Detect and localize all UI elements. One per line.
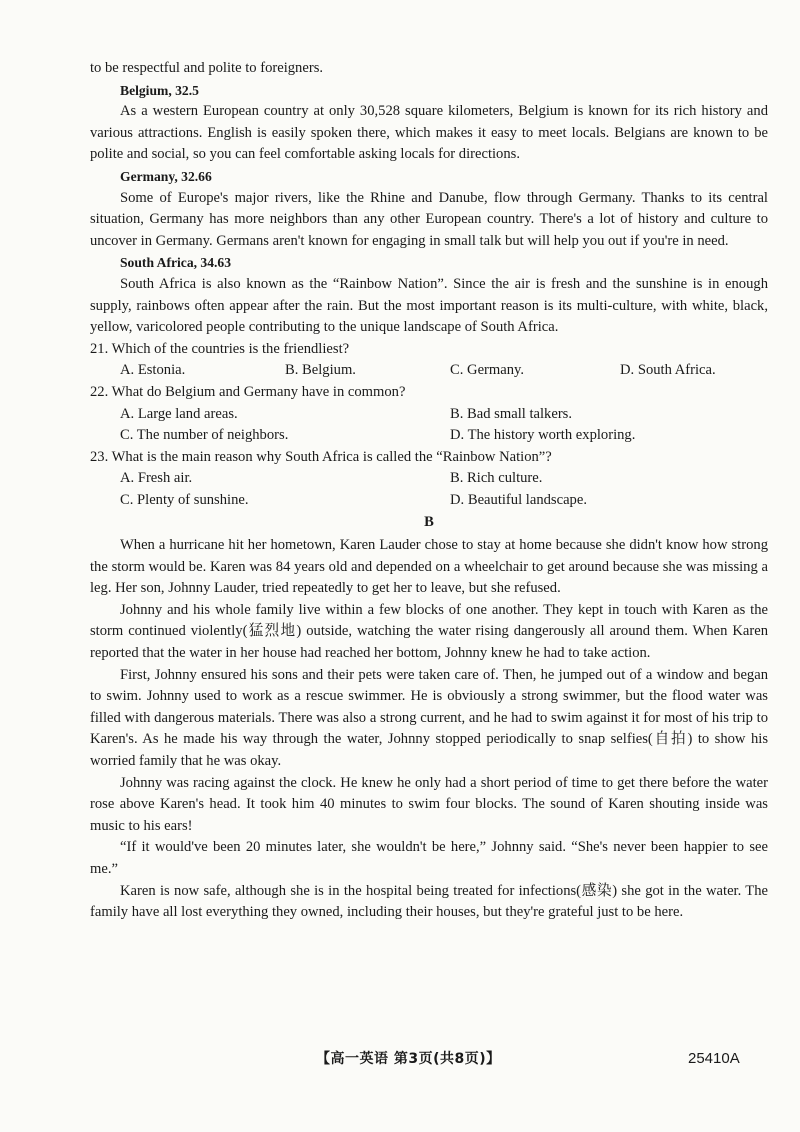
question-22-stem: 22. What do Belgium and Germany have in common? bbox=[90, 383, 406, 400]
option-23-c: C. Plenty of sunshine. bbox=[120, 491, 249, 508]
option-23-a: A. Fresh air. bbox=[120, 470, 193, 487]
belgium-paragraph: As a western European country at only 30,528 square kilometers, Belgium is known for its rich history and various attractions. English is easily spoken there, which makes it easy to meet locals. Belgians are known to be polite and social, so you can feel comfortable asking locals for directions. bbox=[90, 103, 768, 163]
question-22-options-row2 bbox=[120, 425, 768, 447]
germany-paragraph: Some of Europe's major rivers, like the Rhine and Danube, flow through Germany. Thanks to its central situation, Germany has more neighbors than any other European country. There's a lot of history and culture to uncover in Germany. Germans aren't known for engaging in small talk but will help you out if you're in need. bbox=[90, 189, 768, 249]
option-22-d: D. The history worth exploring. bbox=[450, 427, 636, 444]
option-22-c: C. The number of neighbors. bbox=[120, 427, 289, 444]
option-21-b: B. Belgium. bbox=[285, 362, 356, 379]
passage-b-letter: B bbox=[424, 514, 434, 531]
south-africa-paragraph: South Africa is also known as the “Rainbow Nation”. Since the air is fresh and the sunshine is in enough supply, rainbows often appear after the rain. But the most important reason is its multi-culture, with white, black, yellow, varicolored people contributing to the unique landscape of South Africa. bbox=[90, 275, 768, 336]
option-21-d: D. South Africa. bbox=[620, 362, 716, 379]
question-21-options bbox=[120, 360, 768, 382]
option-21-c: C. Germany. bbox=[450, 362, 525, 379]
option-21-a: A. Estonia. bbox=[120, 362, 186, 379]
passage-b-paragraph-6: Karen is now safe, although she is in the hospital being treated for infections(感染) she got in the water. The family have all lost everything they owned, including their houses, but they're grateful just to be here. bbox=[90, 882, 768, 921]
question-22-options-row1 bbox=[120, 404, 768, 426]
question-21-stem: 21. Which of the countries is the friendliest? bbox=[90, 340, 350, 357]
page-content bbox=[90, 58, 768, 924]
south-africa-heading: South Africa, 34.63 bbox=[120, 255, 232, 271]
option-22-a: A. Large land areas. bbox=[120, 405, 238, 422]
continued-line: to be respectful and polite to foreigners. bbox=[90, 60, 324, 76]
exam-code: 25410A bbox=[688, 1050, 740, 1067]
question-23-stem: 23. What is the main reason why South Africa is called the “Rainbow Nation”? bbox=[90, 448, 552, 465]
passage-b-paragraph-1: When a hurricane hit her hometown, Karen Lauder chose to stay at home because she didn't know how strong the storm would be. Karen was 84 years old and depended on a wheelchair to get around because she was missing a leg. Her son, Johnny Lauder, tried repeatedly to get her to leave, but she refused. bbox=[90, 537, 768, 597]
question-23-options-row2 bbox=[120, 490, 768, 512]
passage-b-paragraph-3: First, Johnny ensured his sons and their pets were taken care of. Then, he jumped out of a window and began to swim. Johnny used to work as a rescue swimmer. He is obviously a strong swimmer, but the flood water was filled with dangerous materials. There was also a strong current, and he had to swim against it for most of his trip to Karen's. As he made his way through the water, Johnny stopped periodically to snap selfies(自拍) to show his worried family that he was okay. bbox=[90, 666, 768, 769]
option-23-d: D. Beautiful landscape. bbox=[450, 491, 587, 508]
germany-heading: Germany, 32.66 bbox=[120, 168, 212, 184]
option-22-b: B. Bad small talkers. bbox=[450, 405, 573, 422]
page-label: 【高一英语 第3页(共8页)】 bbox=[316, 1051, 501, 1067]
option-23-b: B. Rich culture. bbox=[450, 470, 543, 487]
question-23-options-row1 bbox=[120, 468, 768, 490]
passage-b-paragraph-5: “If it would've been 20 minutes later, she wouldn't be here,” Johnny said. “She's never been happier to see me.” bbox=[90, 839, 768, 877]
passage-b-paragraph-2: Johnny and his whole family live within a few blocks of one another. They kept in touch with Karen as the storm continued violently(猛烈地) outside, watching the water rising dangerously all around them. When Karen reported that the water in her house had reached her bottom, Johnny knew he had to take action. bbox=[90, 601, 768, 662]
belgium-heading: Belgium, 32.5 bbox=[120, 82, 199, 98]
passage-b-paragraph-4: Johnny was racing against the clock. He knew he only had a short period of time to get there before the water rose above Karen's head. It took him 40 minutes to swim four blocks. The sound of Karen shouting inside was music to his ears! bbox=[90, 774, 768, 834]
